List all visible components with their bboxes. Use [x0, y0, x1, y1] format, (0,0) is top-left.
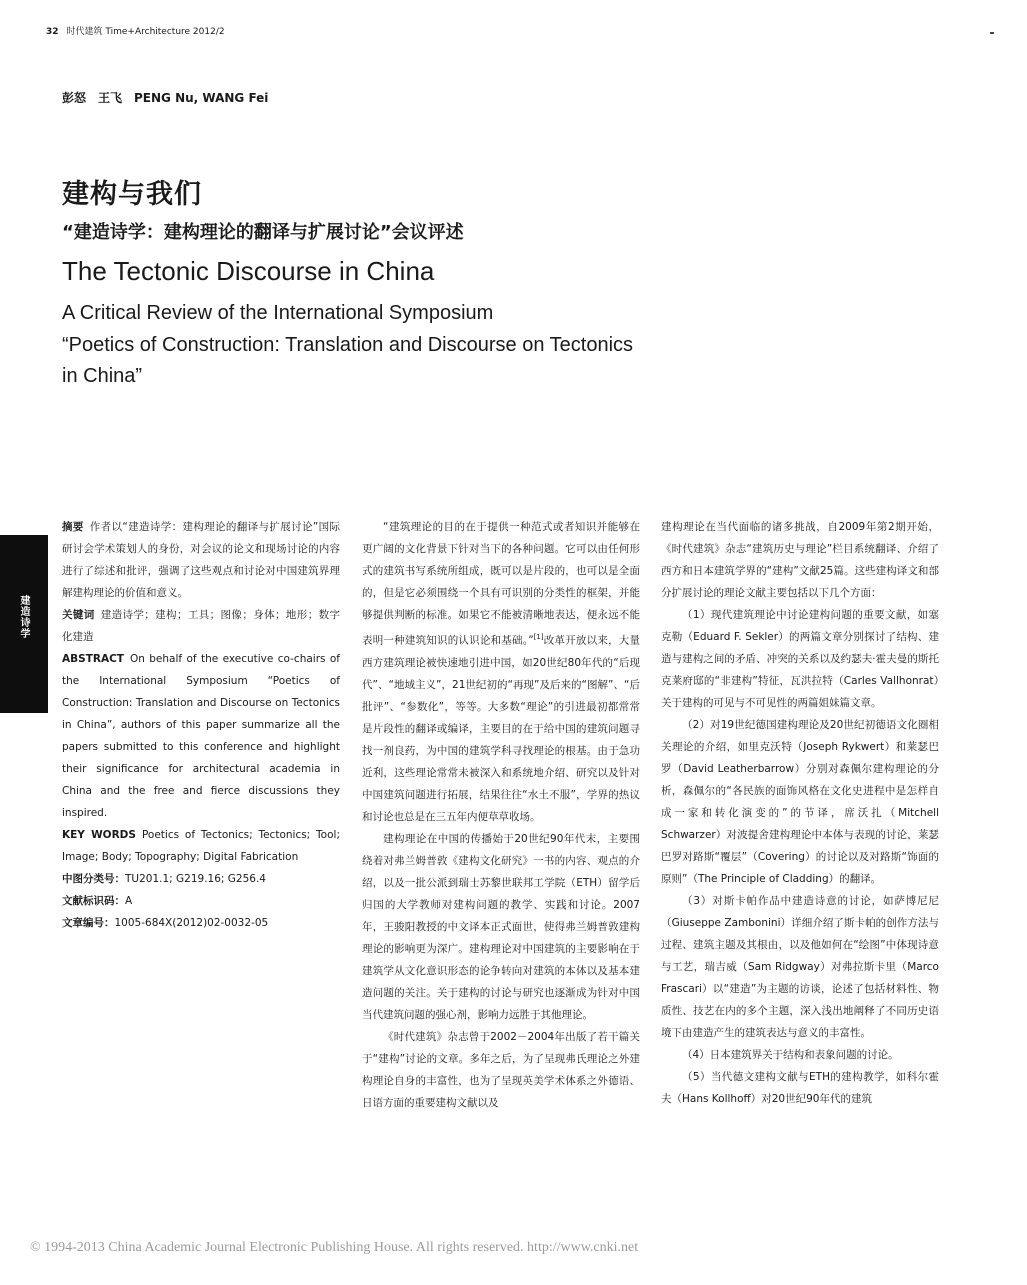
paragraph-1-tail: 改革开放以来，大量西方建筑理论被快速地引进中国，如20世纪80年代的“后现代”、“地域主义”，21世纪初的“再现”及后来的“图解”、“后批评”、“参数化”，等等。大多数“理论”的引进最初都常常是片段性的翻译或编译，主要目的在于给中国的建筑问题寻找一剂良药，为中国的建筑学科寻找理论的根基。由于急功近利，这些理论常常未被深入和系统地介绍、研究以及针对中国建筑问题进行拓展，结果往往“水土不服”，学界的热议和讨论也总是在三五年内便草草收场。: [362, 634, 640, 823]
article-no-label: 文章编号：: [62, 917, 115, 929]
clc-number: [62, 868, 340, 890]
body-paragraph-1: [362, 516, 640, 828]
article-no-value: 1005-684X(2012)02-0032-05: [114, 917, 269, 929]
subtitle-chinese: “建造诗学：建构理论的翻译与扩展讨论”会议评述: [62, 222, 464, 243]
running-head: [46, 24, 225, 37]
journal-name: 时代建筑 Time+Architecture 2012/2: [66, 27, 225, 37]
column-3-body: [661, 516, 939, 1110]
body-paragraph-4: 建构理论在当代面临的诸多挑战，自2009年第2期开始，《时代建筑》杂志“建筑历史与理论”栏目系统翻译、介绍了西方和日本建筑学界的“建构”文献25篇。这些建构译文和部分扩展讨论的理论文献主要包括以下几个方面：: [661, 521, 939, 599]
subtitle-english: [62, 298, 682, 393]
body-paragraph-3: 《时代建筑》杂志曾于2002－2004年出版了若干篇关于“建构”讨论的文章。多年之后，为了呈现弗氏理论之外建构理论自身的丰富性，也为了呈现英美学术体系之外德语、日语方面的重要建构文献以及: [362, 1030, 640, 1109]
list-item-2: （2）对19世纪德国建构理论及20世纪初德语文化圈相关理论的介绍，如里克沃特（Joseph Rykwert）和莱瑟巴罗（David Leatherbarrow）分别对森佩尔建构理论的分析，森佩尔的“各民族的面饰风格在文化史进程中是怎样自成一家和转化演变的”的节译，席沃扎（Mitchell Schwarzer）对波提舍建构理论中本体与表现的讨论，莱瑟巴罗对路斯“覆层”（Covering）的讨论以及对路斯“饰面的原则”（The Principle of Cladding）的翻译。: [661, 719, 939, 885]
corner-mark: [990, 32, 994, 34]
section-side-tab-label: 建造诗学: [18, 595, 29, 639]
keywords-zh-text: 建造诗学；建构；工具；图像；身体；地形；数字化建造: [62, 609, 340, 643]
keywords-en: [62, 824, 340, 868]
title-chinese: 建构与我们: [62, 179, 202, 210]
list-item-4: （4）日本建筑界关于结构和表象问题的讨论。: [682, 1049, 899, 1061]
abstract-zh-label: 摘要: [62, 521, 84, 533]
document-code: [62, 890, 340, 912]
copyright-footer: © 1994-2013 China Academic Journal Electronic Publishing House. All rights reserved. http://www.cnki.net: [30, 1240, 639, 1255]
page-number: 32: [46, 27, 59, 37]
keywords-zh: [62, 604, 340, 648]
subtitle-en-line-2: “Poetics of Construction: Translation and Discourse on Tectonics: [62, 333, 634, 356]
abstract-zh: [62, 516, 340, 604]
section-side-tab: [0, 535, 48, 713]
keywords-en-label: KEY WORDS: [62, 829, 136, 841]
list-item-3: （3）对斯卡帕作品中建造诗意的讨论，如萨博尼尼（Giuseppe Zambonini）详细介绍了斯卡帕的创作方法与过程、建筑主题及其根由，以及他如何在“绘图”中体现诗意与工艺，瑞吉威（Sam Ridgway）对弗拉斯卡里（Marco Frascari）以“建造”为主题的访谈，论述了包括材料性、物质性、技艺在内的多个主题，深入浅出地阐释了不同历史语境下由建造产生的建筑表达与意义的丰富性。: [661, 895, 939, 1039]
list-item-5: （5）当代德文建构文献与ETH的建构教学，如科尔霍夫（Hans Kollhoff）对20世纪90年代的建筑: [661, 1071, 939, 1105]
abstract-zh-text: 作者以“建造诗学：建构理论的翻译与扩展讨论”国际研讨会学术策划人的身份，对会议的论文和现场讨论的内容进行了综述和批评，强调了这些观点和讨论对中国建筑界理解建构理论的价值和意义。: [62, 521, 340, 599]
keywords-zh-label: 关键词: [62, 609, 95, 621]
column-2-body: [362, 516, 640, 1114]
article-number: [62, 912, 340, 934]
citation-ref: [1]: [533, 633, 544, 641]
doc-code-label: 文献标识码：: [62, 895, 125, 907]
authors: 彭怒 王飞 PENG Nu, WANG Fei: [62, 91, 269, 105]
column-1-metadata: [62, 516, 340, 934]
subtitle-en-line-3: in China”: [62, 365, 143, 387]
abstract-en: [62, 648, 340, 824]
subtitle-en-line-1: A Critical Review of the International Symposium: [62, 302, 494, 324]
abstract-en-label: ABSTRACT: [62, 653, 124, 665]
list-item-1: （1）现代建筑理论中讨论建构问题的重要文献，如塞克勒（Eduard F. Sekler）的两篇文章分别探讨了结构、建造与建构之间的矛盾、冲突的关系以及约瑟夫·霍夫曼的斯托克莱府邸的“非建构”特征，瓦洪拉特（Carles Vallhonrat）关于建构的可见与不可见性的两篇姐妹篇文章。: [661, 609, 939, 709]
abstract-en-text: On behalf of the executive co-chairs of the International Symposium “Poetics of Construction: Translation and Discourse on Tectonics in China”, authors of this paper summarize all the papers submitted to this conference and highlight their significance for architectural academia in China and the free and fierce discussions they inspired.: [62, 653, 340, 819]
keywords-en-text: Poetics of Tectonics; Tectonics; Tool; Image; Body; Topography; Digital Fabrication: [62, 829, 340, 863]
quote-text: “建筑理论的目的在于提供一种范式或者知识并能够在更广阔的文化背景下针对当下的各种问题。它可以由任何形式的建筑书写系统所组成，既可以是片段的，也可以是全面的，但是它必须围绕一个具有可识别的分类性的框架，并能够提供判断的标准。如果它不能被清晰地表达，便永远不能表明一种建筑知识的认识论和基础。”: [362, 521, 640, 647]
doc-code-value: A: [125, 895, 133, 907]
body-paragraph-2: 建构理论在中国的传播始于20世纪90年代末，主要围绕着对弗兰姆普敦《建构文化研究》一书的内容、观点的介绍，以及一批公派到瑞士苏黎世联邦工学院（ETH）留学后归国的大学教师对建构问题的教学、实践和讨论。2007年，王骏阳教授的中文译本正式面世，使得弗兰姆普敦建构理论的影响更为深广。建构理论对中国建筑的主要影响在于建筑学从文化意识形态的论争转向对建筑的本体以及基本建造问题的关注。关于建构的讨论与研究也逐渐成为针对中国当代建筑问题的强心剂，影响力远胜于其他理论。: [362, 832, 640, 1021]
title-english: The Tectonic Discourse in China: [62, 256, 435, 286]
clc-value: TU201.1; G219.16; G256.4: [125, 873, 266, 885]
clc-label: 中图分类号：: [62, 873, 125, 885]
